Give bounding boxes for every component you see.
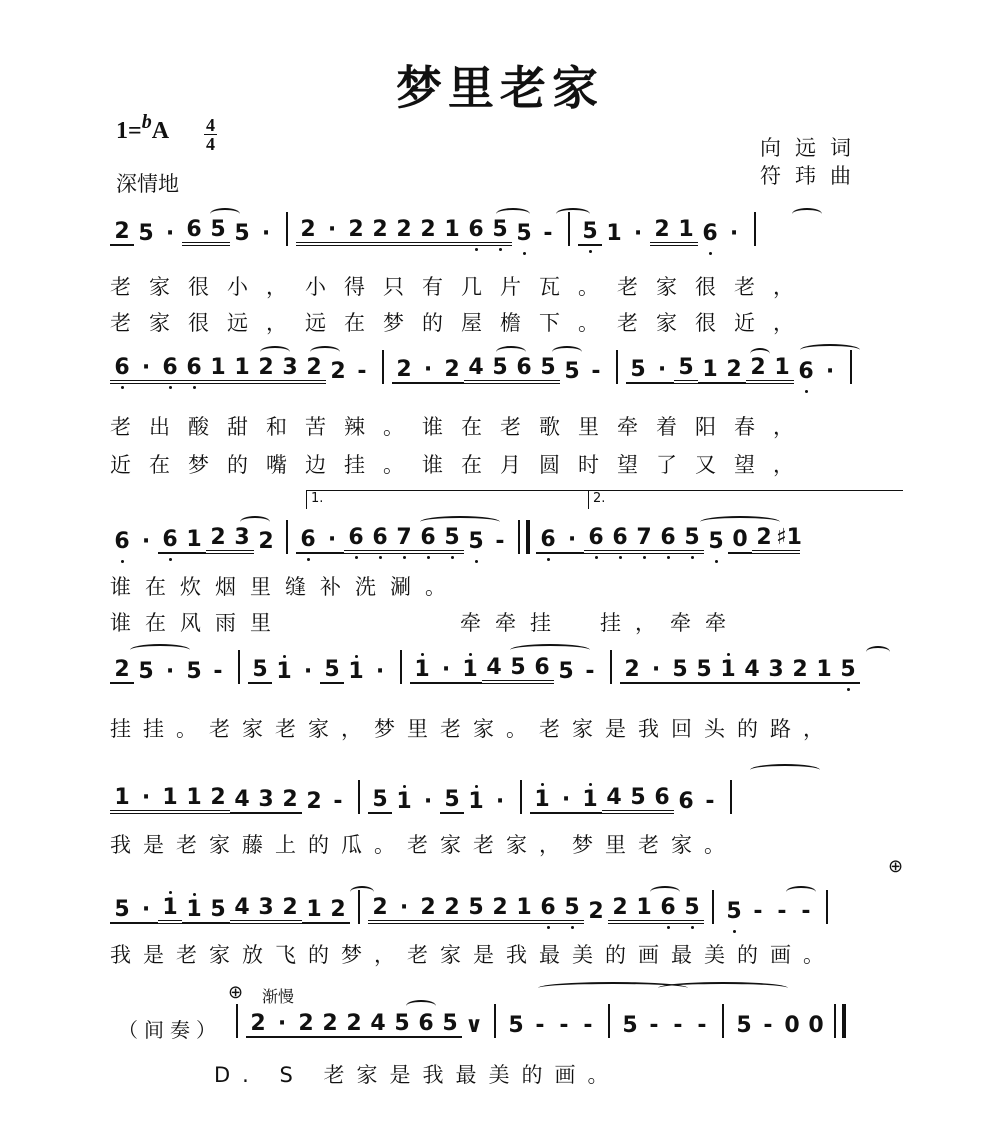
- lyrics-line-6: 我是老家放飞的梦，老家是我最美的画最美的画。: [110, 943, 836, 967]
- volta-2: 2.: [588, 490, 903, 509]
- repeat-end-sign: [518, 520, 530, 554]
- lyrics-line-2-verse-2: 近在梦的嘴边挂。谁在月圆时望了又望，: [110, 453, 812, 477]
- lyricist-credit: 向远词: [760, 136, 865, 160]
- notation-line-7: 2 · 2 2 2 4 5 6 5 ∨ 5 - - - 5 - - - 5 - 0 0: [228, 1004, 908, 1038]
- key-signature: [116, 111, 170, 145]
- lyrics-line-2-verse-1: 老出酸甜和苦辣。谁在老歌里牵着阳春，: [110, 415, 812, 439]
- key-name: A: [151, 118, 170, 144]
- composer-credit: 符玮曲: [760, 164, 865, 188]
- time-signature: [204, 116, 217, 153]
- score-line-2: [110, 350, 910, 410]
- lyrics-line-7: D. S 老家是我最美的画。: [214, 1063, 621, 1087]
- notation-line-5: 1 · 1 1 2 4 3 2 2 - 5 1 · 5 1 · 1 · 1 4 5 6 6 -: [110, 780, 910, 814]
- lyrics-line-3-verse-1: 谁在炊烟里缝补洗涮。: [110, 575, 460, 599]
- coda-sign-2: ⊕: [228, 982, 244, 1003]
- score-line-1: [110, 212, 910, 272]
- lyrics-line-1-verse-2: 老家很远，远在梦的屋檐下。老家很近，: [110, 311, 812, 335]
- notation-line-4: 2 5 · 5 - 5 1 · 5 1 · 1 · 1 4 5 6 5 - 2 · 5 5 1 4 3 2 1 5: [110, 650, 910, 684]
- score-line-4: [110, 650, 910, 710]
- interlude-label: （间奏）: [118, 1018, 222, 1042]
- volta-1: 1.: [306, 490, 691, 509]
- lyrics-line-1-verse-1: 老家很小，小得只有几片瓦。老家很老，: [110, 275, 812, 299]
- lyrics-line-4: 挂挂。老家老家，梦里老家。老家是我回头的路，: [110, 717, 836, 741]
- notation-line-3: 6 · 6 1 2 3 2 6 · 6 6 7 6 5 5 - 6 · 6 6 7 6 5 5 0 2 ♯1: [110, 520, 910, 554]
- notation-line-6: 5 · 1 1 5 4 3 2 1 2 2 · 2 2 5 2 1 6 5 2 2 1 6 5 5 - - -: [110, 890, 910, 924]
- notation-line-2: 6 · 6 6 1 1 2 3 2 2 - 2 · 2 4 5 6 5 5 - 5 · 5 1 2 2 1 6 ·: [110, 350, 910, 384]
- lyrics-line-5: 我是老家藤上的瓜。老家老家，梦里老家。: [110, 833, 737, 857]
- flat-sign: b: [141, 111, 152, 133]
- notation-line-1: 2 5 · 6 5 5 · 2 · 2 2 2 2 1 6 5 5 - 5 1 · 2 1 6 ·: [110, 212, 910, 246]
- lyrics-line-3-verse-2: 谁在风雨里 牵牵挂 挂，牵牵: [110, 611, 740, 635]
- song-title: 梦里老家: [396, 61, 604, 115]
- ts-denominator: 4: [206, 134, 215, 154]
- tempo-mark: 深情地: [116, 172, 179, 196]
- tempo-change-ritardando: 渐慢: [262, 987, 295, 1006]
- coda-sign: ⊕: [888, 856, 904, 877]
- key-prefix: 1=: [116, 118, 142, 144]
- ts-numerator: 4: [206, 115, 215, 135]
- score-line-7: [228, 1004, 908, 1064]
- final-barline: [834, 1004, 846, 1038]
